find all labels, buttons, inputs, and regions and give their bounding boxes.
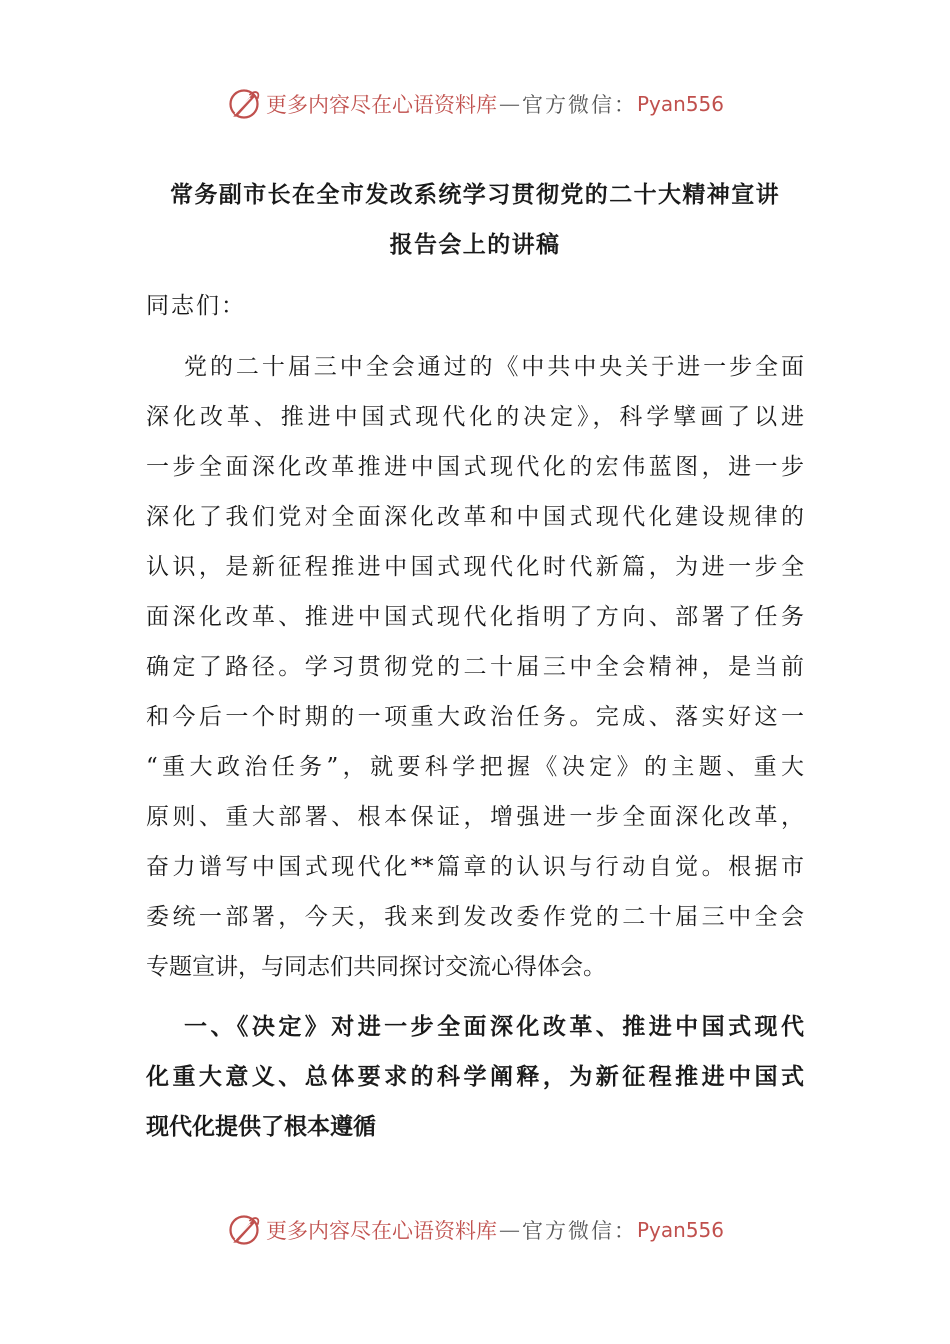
paragraph-line: 专题宣讲，与同志们共同探讨交流心得体会。 (146, 954, 606, 980)
watermark-separator: — (498, 92, 520, 116)
paragraph-line: 奋力谱写中国式现代化**篇章的认识与行动自觉。根据市 (146, 854, 804, 880)
paragraph-line: 确定了路径。学习贯彻党的二十届三中全会精神，是当前 (146, 654, 804, 680)
paragraph-line: 一步全面深化改革推进中国式现代化的宏伟蓝图，进一步 (146, 454, 804, 480)
watermark-wechat-label: 官方微信： (521, 93, 637, 117)
paragraph-line: “重大政治任务”，就要科学把握《决定》的主题、重大 (146, 754, 804, 780)
heading-line: 化重大意义、总体要求的科学阐释，为新征程推进中国式 (146, 1063, 804, 1090)
paragraph-line: 认识，是新征程推进中国式现代化时代新篇，为进一步全 (146, 554, 804, 580)
greeting: 同志们： (146, 293, 246, 319)
watermark-site: 更多内容尽在心语资料库 (265, 93, 497, 117)
quill-logo-icon (226, 1212, 262, 1248)
header-watermark (0, 84, 950, 124)
watermark-separator: — (498, 1218, 520, 1242)
heading-line: 一、《决定》对进一步全面深化改革、推进中国式现代 (184, 1013, 804, 1040)
paragraph-line: 党的二十届三中全会通过的《中共中央关于进一步全面 (184, 354, 804, 380)
quill-logo-icon (226, 86, 262, 122)
footer-watermark (0, 1210, 950, 1250)
paragraph-line: 面深化改革、推进中国式现代化指明了方向、部署了任务 (146, 604, 804, 630)
paragraph-line: 深化了我们党对全面深化改革和中国式现代化建设规律的 (146, 504, 804, 530)
watermark-wechat-label: 官方微信： (521, 1219, 637, 1243)
document-title-line-1: 常务副市长在全市发改系统学习贯彻党的二十大精神宣讲 (170, 181, 780, 208)
watermark-site: 更多内容尽在心语资料库 (265, 1219, 497, 1243)
paragraph-line: 委统一部署，今天，我来到发改委作党的二十届三中全会 (146, 904, 804, 930)
paragraph-line: 深化改革、推进中国式现代化的决定》，科学擘画了以进 (146, 404, 804, 430)
document-title-line-2: 报告会上的讲稿 (389, 231, 561, 258)
watermark-wechat-id: Pyan556 (636, 92, 724, 116)
paragraph-line: 原则、重大部署、根本保证，增强进一步全面深化改革， (146, 804, 804, 830)
heading-line: 现代化提供了根本遵循 (146, 1113, 376, 1140)
watermark-wechat-id: Pyan556 (636, 1218, 724, 1242)
paragraph-line: 和今后一个时期的一项重大政治任务。完成、落实好这一 (146, 704, 804, 730)
